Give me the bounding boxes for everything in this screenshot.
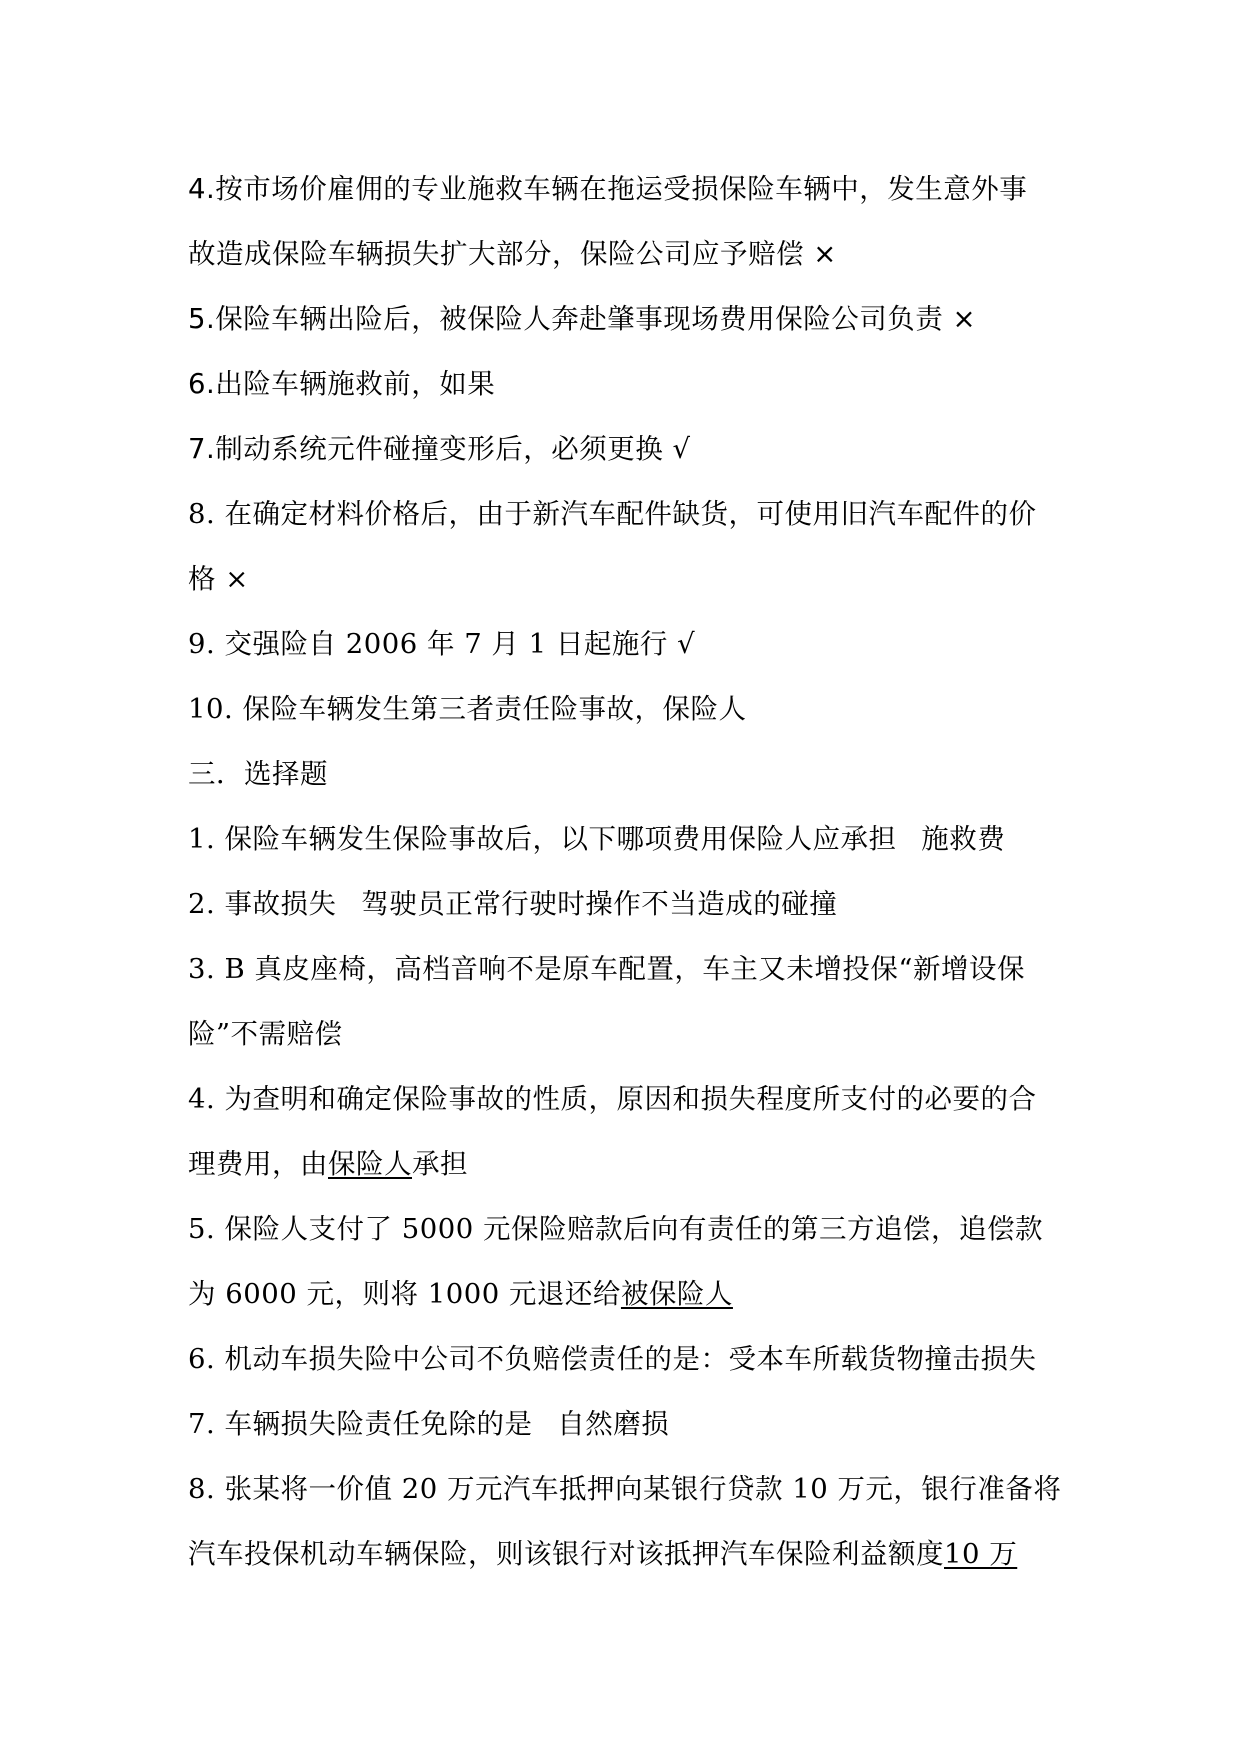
text-line xyxy=(188,677,1058,742)
line-text: 4. 为查明和确定保险事故的性质，原因和损失程度所支付的必要的合 xyxy=(188,1083,1037,1115)
underlined-answer: 保险人 xyxy=(328,1148,412,1180)
text-line xyxy=(188,1392,1058,1457)
line-text: 8. 张某将一价值 20 万元汽车抵押向某银行贷款 10 万元，银行准备将 xyxy=(188,1473,1062,1505)
document-body xyxy=(188,157,1062,1587)
line-text: 4.按市场价雇佣的专业施救车辆在拖运受损保险车辆中，发生意外事 xyxy=(188,173,1028,205)
text-line xyxy=(188,1197,1058,1262)
line-text: 6. 机动车损失险中公司不负赔偿责任的是：受本车所载货物撞击损失 xyxy=(188,1343,1037,1375)
text-line xyxy=(188,1262,1058,1327)
line-text: 7.制动系统元件碰撞变形后，必须更换 √ xyxy=(188,433,691,465)
text-line xyxy=(188,1132,1058,1197)
text-line xyxy=(188,417,1058,482)
line-text: 9. 交强险自 2006 年 7 月 1 日起施行 √ xyxy=(188,628,696,660)
text-line xyxy=(188,612,1058,677)
line-text: 8. 在确定材料价格后，由于新汽车配件缺货，可使用旧汽车配件的价 xyxy=(188,498,1037,530)
line-text: 2. 事故损失 xyxy=(188,888,337,920)
text-line xyxy=(188,222,1058,287)
line-text: 5.保险车辆出险后，被保险人奔赴肇事现场费用保险公司负责 × xyxy=(188,303,977,335)
text-line xyxy=(188,1457,1062,1522)
line-text: 7. 车辆损失险责任免除的是 xyxy=(188,1408,533,1440)
line-text: 理费用，由 xyxy=(188,1148,328,1180)
text-line xyxy=(188,807,1058,872)
line-text: 汽车投保机动车辆保险，则该银行对该抵押汽车保险利益额度 xyxy=(188,1538,944,1570)
text-line xyxy=(188,1067,1058,1132)
text-line xyxy=(188,872,1058,937)
line-text: 5. 保险人支付了 5000 元保险赔款后向有责任的第三方追偿，追偿款 xyxy=(188,1213,1043,1245)
text-line xyxy=(188,482,1058,547)
line-text: 10. 保险车辆发生第三者责任险事故，保险人 xyxy=(188,693,747,725)
underlined-answer: 10 万 xyxy=(944,1538,1018,1570)
line-text: 险”不需赔偿 xyxy=(188,1018,343,1050)
answer-text: 自然磨损 xyxy=(557,1408,670,1440)
line-text: 1. 保险车辆发生保险事故后，以下哪项费用保险人应承担 xyxy=(188,823,897,855)
answer-text: 驾驶员正常行驶时操作不当造成的碰撞 xyxy=(361,888,838,920)
text-line xyxy=(188,547,1058,612)
section-heading xyxy=(188,742,1058,807)
text-line xyxy=(188,352,1058,417)
underlined-answer: 被保险人 xyxy=(620,1278,733,1310)
text-line xyxy=(188,157,1058,222)
line-text: 6.出险车辆施救前，如果 xyxy=(188,368,496,400)
line-text: 为 6000 元，则将 1000 元退还给 xyxy=(188,1278,621,1310)
text-line xyxy=(188,1002,1058,1067)
text-line xyxy=(188,1522,1058,1587)
text-line xyxy=(188,1327,1058,1392)
text-line xyxy=(188,287,1058,352)
line-text: 承担 xyxy=(412,1148,468,1180)
line-text: 3. B 真皮座椅，高档音响不是原车配置，车主又未增投保“新增设保 xyxy=(188,953,1025,985)
text-line xyxy=(188,937,1058,1002)
line-text: 故造成保险车辆损失扩大部分，保险公司应予赔偿 × xyxy=(188,238,837,270)
heading-text: 三．选择题 xyxy=(188,758,328,790)
answer-text: 施救费 xyxy=(921,823,1006,855)
line-text: 格 × xyxy=(188,563,249,595)
